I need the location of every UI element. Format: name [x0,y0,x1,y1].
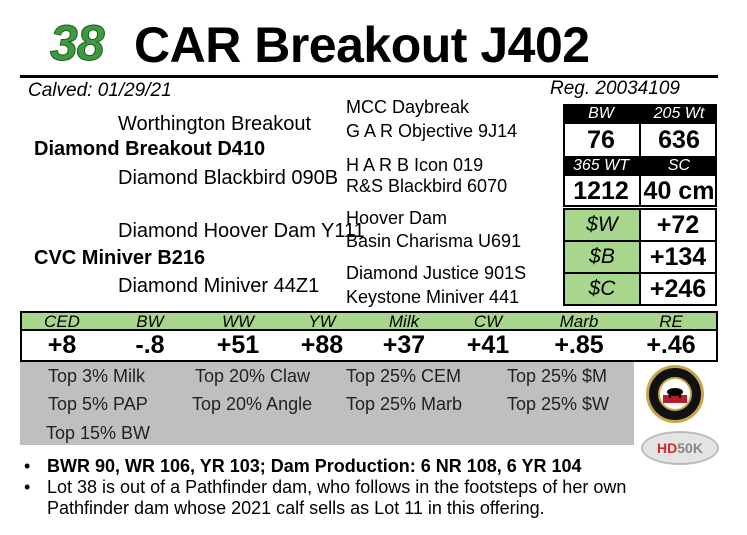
hd50k-prefix: HD [657,440,678,456]
dam-sire-sire: Hoover Dam [346,208,448,228]
w205-label: 205 Wt [641,104,717,124]
ranking-item: Top 25% CEM [346,366,462,386]
ranking-item: Top 25% $W [507,394,610,414]
ranking-item: Top 25% Marb [346,394,463,414]
dam-name: CVC Miniver B216 [34,247,206,269]
note-bullet: • [24,477,31,497]
dam-dam: Diamond Miniver 44Z1 [118,275,320,297]
production-note: BWR 90, WR 106, YR 103; Dam Production: 6 NR 108, 6 YR 104 [47,456,582,476]
seal-emblem-icon [658,377,692,411]
epd-label-yw: YW [308,312,336,331]
ranking-item: Top 20% Angle [192,394,313,414]
index-b-value: +134 [649,243,707,271]
dam-sire: Diamond Hoover Dam Y111 [118,220,365,242]
sire-sire-sire: MCC Daybreak [346,97,470,117]
epd-value-milk: +37 [382,331,426,359]
dam-dam-sire: Diamond Justice 901S [346,263,527,283]
bw-label: BW [563,104,639,124]
calved-date: Calved: 01/29/21 [28,80,172,101]
bw-value: 76 [587,126,615,154]
index-box [563,208,717,306]
epd-header-row [20,311,718,331]
sire-name: Diamond Breakout D410 [34,138,266,160]
ranking-item: Top 3% Milk [48,366,146,386]
epd-value-cw: +41 [466,331,510,359]
epd-value-yw: +88 [300,331,344,359]
dam-dam-dam: Keystone Miniver 441 [346,287,520,307]
epd-label-ced: CED [44,312,80,331]
animal-title: CAR Breakout J402 [134,17,590,73]
hd50k-suffix: 50K [677,440,703,456]
ranking-item: Top 20% Claw [195,366,311,386]
index-c-label: $C [565,274,639,304]
sire-sire-dam: G A R Objective 9J14 [346,121,518,141]
epd-value-bw: -.8 [135,331,165,359]
w365-value: 1212 [573,177,629,205]
dam-sire-dam: Basin Charisma U691 [346,231,522,251]
rankings-box [20,362,634,445]
comment-line-1: Lot 38 is out of a Pathfinder dam, who follows in the footsteps of her own [47,477,627,497]
ranking-item: Top 25% $M [507,366,608,386]
weights-box [563,104,717,207]
epd-label-marb: Marb [559,312,599,331]
index-w-label: $W [565,210,639,240]
note-bullet: • [24,456,31,476]
w205-value: 636 [658,126,700,154]
lot-number: 38 [50,15,104,71]
sc-label: SC [641,156,717,176]
ranking-item: Top 15% BW [46,423,151,443]
epd-value-ww: +51 [216,331,260,359]
sire-dam-dam: R&S Blackbird 6070 [346,176,508,196]
epd-value-ced: +8 [47,331,77,359]
association-seal-logo [646,365,704,423]
epd-label-ww: WW [221,312,255,331]
registration-number: Reg. 20034109 [550,78,680,99]
epd-value-re: +.46 [646,331,696,359]
sire-dam: Diamond Blackbird 090B [118,167,339,189]
index-w-value: +72 [656,211,700,239]
sc-value: 40 cm [643,177,715,205]
comment-line-2: Pathfinder dam whose 2021 calf sells as Lot 11 in this offering. [47,498,545,518]
sire-sire: Worthington Breakout [118,113,312,135]
epd-value-row [20,330,718,362]
sire-dam-sire: H A R B Icon 019 [346,155,484,175]
epd-label-cw: CW [473,312,503,331]
ranking-item: Top 5% PAP [48,394,148,414]
index-c-value: +246 [649,275,707,303]
hd50k-logo [641,431,719,465]
epd-label-re: RE [659,312,683,331]
epd-label-bw: BW [136,312,164,331]
index-b-label: $B [565,242,639,272]
w365-label: 365 WT [563,156,639,176]
epd-value-marb: +.85 [554,331,604,359]
epd-label-milk: Milk [388,312,420,331]
